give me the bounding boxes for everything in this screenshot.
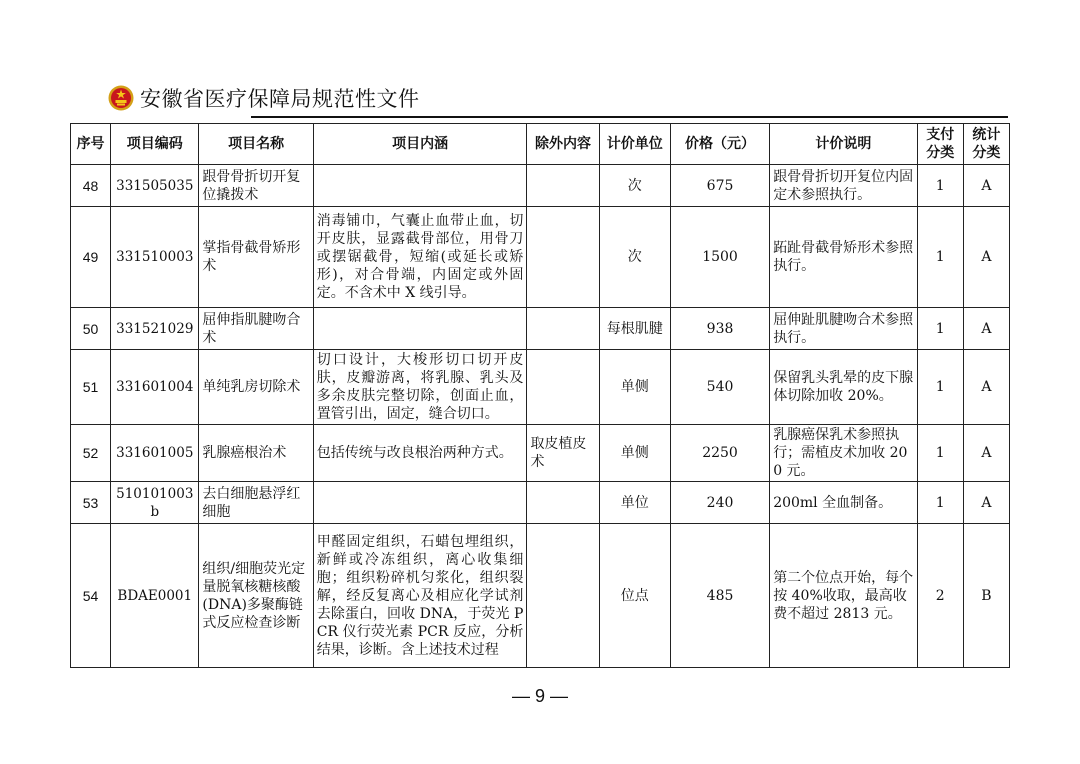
cell-name: 单纯乳房切除术 bbox=[199, 350, 313, 425]
cell-excluded bbox=[527, 207, 599, 308]
column-header: 序号 bbox=[71, 124, 111, 165]
cell-price: 675 bbox=[670, 165, 769, 207]
fee-table bbox=[70, 123, 1010, 668]
cell-price: 240 bbox=[670, 482, 769, 524]
cell-excluded bbox=[527, 165, 599, 207]
table-row bbox=[71, 165, 1010, 207]
cell-code: 331601004 bbox=[111, 350, 199, 425]
column-header: 计价说明 bbox=[770, 124, 917, 165]
cell-code: 331521029 bbox=[111, 308, 199, 350]
cell-content: 切口设计，大梭形切口切开皮肤，皮瓣游离，将乳腺、乳头及多余皮肤完整切除，创面止血，置管引出，固定，缝合切口。 bbox=[313, 350, 527, 425]
cell-unit: 次 bbox=[599, 165, 670, 207]
cell-code: 331601005 bbox=[111, 425, 199, 482]
cell-excluded bbox=[527, 350, 599, 425]
cell-pay: 1 bbox=[917, 308, 963, 350]
cell-pay: 1 bbox=[917, 350, 963, 425]
column-header: 统计分类 bbox=[963, 124, 1009, 165]
cell-content: 消毒铺巾，气囊止血带止血，切开皮肤，显露截骨部位，用骨刀或摆锯截骨，短缩(或延长或矫形)，对合骨端，内固定或外固定。不含术中 X 线引导。 bbox=[313, 207, 527, 308]
cell-price: 938 bbox=[670, 308, 769, 350]
cell-code: 331505035 bbox=[111, 165, 199, 207]
page-number: — 9 — bbox=[511, 686, 568, 706]
column-header: 除外内容 bbox=[527, 124, 599, 165]
cell-stat: A bbox=[963, 425, 1009, 482]
cell-code: BDAE0001 bbox=[111, 524, 199, 668]
cell-code: 331510003 bbox=[111, 207, 199, 308]
cell-content bbox=[313, 165, 527, 207]
cell-stat: A bbox=[963, 350, 1009, 425]
cell-pay: 1 bbox=[917, 482, 963, 524]
cell-no: 53 bbox=[71, 482, 111, 524]
table-row bbox=[71, 425, 1010, 482]
cell-price: 485 bbox=[670, 524, 769, 668]
table-row bbox=[71, 308, 1010, 350]
column-header: 价格（元） bbox=[670, 124, 769, 165]
cell-name: 跟骨骨折切开复位撬拨术 bbox=[199, 165, 313, 207]
cell-price: 2250 bbox=[670, 425, 769, 482]
table-row bbox=[71, 524, 1010, 668]
table-row bbox=[71, 482, 1010, 524]
cell-unit: 每根肌腱 bbox=[599, 308, 670, 350]
cell-unit: 单位 bbox=[599, 482, 670, 524]
cell-no: 52 bbox=[71, 425, 111, 482]
header-rule bbox=[251, 116, 1008, 118]
table-header-row bbox=[71, 124, 1010, 165]
national-emblem-icon bbox=[108, 85, 134, 111]
cell-no: 54 bbox=[71, 524, 111, 668]
cell-stat: A bbox=[963, 308, 1009, 350]
cell-excluded bbox=[527, 524, 599, 668]
cell-name: 去白细胞悬浮红细胞 bbox=[199, 482, 313, 524]
cell-name: 屈伸指肌腱吻合术 bbox=[199, 308, 313, 350]
column-header: 计价单位 bbox=[599, 124, 670, 165]
cell-no: 48 bbox=[71, 165, 111, 207]
cell-name: 组织/细胞荧光定量脱氧核糖核酸(DNA)多聚酶链式反应检查诊断 bbox=[199, 524, 313, 668]
cell-pay: 1 bbox=[917, 165, 963, 207]
cell-note: 保留乳头乳晕的皮下腺体切除加收 20%。 bbox=[770, 350, 917, 425]
cell-note: 屈伸趾肌腱吻合术参照执行。 bbox=[770, 308, 917, 350]
cell-code: 510101003b bbox=[111, 482, 199, 524]
cell-note: 第二个位点开始，每个按 40%收取，最高收费不超过 2813 元。 bbox=[770, 524, 917, 668]
cell-name: 掌指骨截骨矫形术 bbox=[199, 207, 313, 308]
cell-note: 跖趾骨截骨矫形术参照执行。 bbox=[770, 207, 917, 308]
cell-no: 49 bbox=[71, 207, 111, 308]
cell-pay: 2 bbox=[917, 524, 963, 668]
cell-excluded: 取皮植皮术 bbox=[527, 425, 599, 482]
cell-note: 跟骨骨折切开复位内固定术参照执行。 bbox=[770, 165, 917, 207]
cell-stat: A bbox=[963, 207, 1009, 308]
cell-note: 200ml 全血制备。 bbox=[770, 482, 917, 524]
column-header: 项目编码 bbox=[111, 124, 199, 165]
table-row bbox=[71, 350, 1010, 425]
cell-excluded bbox=[527, 482, 599, 524]
cell-unit: 位点 bbox=[599, 524, 670, 668]
table-row bbox=[71, 207, 1010, 308]
document-header-title: 安徽省医疗保障局规范性文件 bbox=[140, 87, 420, 111]
column-header: 项目内涵 bbox=[313, 124, 527, 165]
cell-content: 包括传统与改良根治两种方式。 bbox=[313, 425, 527, 482]
cell-unit: 单侧 bbox=[599, 425, 670, 482]
cell-no: 51 bbox=[71, 350, 111, 425]
cell-name: 乳腺癌根治术 bbox=[199, 425, 313, 482]
cell-note: 乳腺癌保乳术参照执行；需植皮术加收 200 元。 bbox=[770, 425, 917, 482]
cell-pay: 1 bbox=[917, 207, 963, 308]
cell-unit: 次 bbox=[599, 207, 670, 308]
column-header: 项目名称 bbox=[199, 124, 313, 165]
cell-no: 50 bbox=[71, 308, 111, 350]
cell-content bbox=[313, 308, 527, 350]
document-header bbox=[108, 80, 420, 116]
cell-content: 甲醛固定组织，石蜡包埋组织，新鲜或冷冻组织，离心收集细胞；组织粉碎机匀浆化，组织裂解，经反复离心及相应化学试剂去除蛋白，回收 DNA，于荧光 PCR 仪行荧光素 PCR 反应，分析结果，诊断。含上述技术过程 bbox=[313, 524, 527, 668]
cell-stat: A bbox=[963, 482, 1009, 524]
cell-pay: 1 bbox=[917, 425, 963, 482]
cell-price: 1500 bbox=[670, 207, 769, 308]
cell-content bbox=[313, 482, 527, 524]
cell-stat: A bbox=[963, 165, 1009, 207]
cell-excluded bbox=[527, 308, 599, 350]
column-header: 支付分类 bbox=[917, 124, 963, 165]
cell-price: 540 bbox=[670, 350, 769, 425]
cell-unit: 单侧 bbox=[599, 350, 670, 425]
cell-stat: B bbox=[963, 524, 1009, 668]
